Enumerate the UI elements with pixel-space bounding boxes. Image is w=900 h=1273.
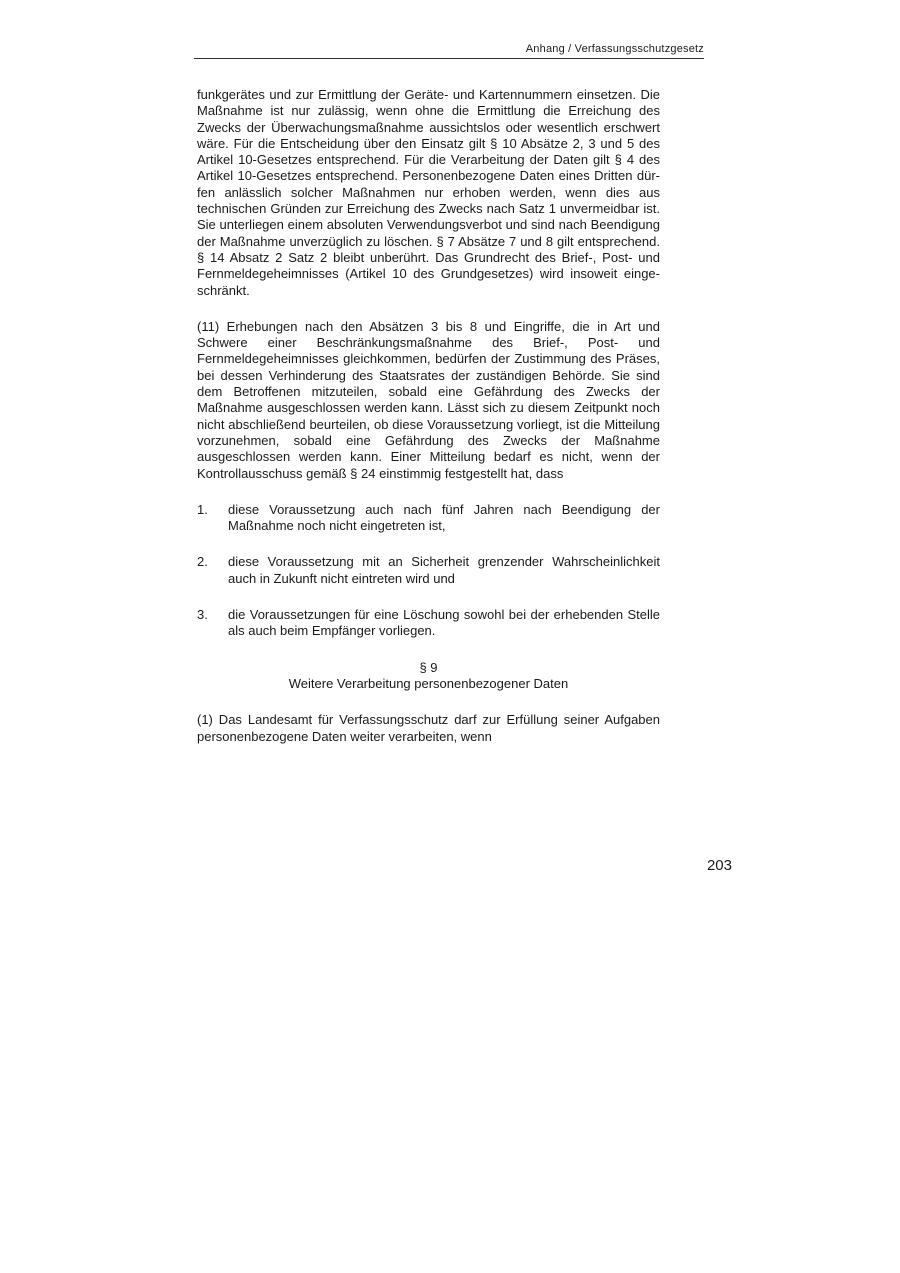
section-number: § 9: [419, 659, 438, 675]
paragraph-11: (11) Erhebungen nach den Absätzen 3 bis 8 und Eingriffe, die in Art und Schwere einer Beschränkungsmaßnahme des Brief-, Post- und Fernmeldegeheimnisses gleichkommen, bedürfen der Zustimmung des Präses, bei dessen Verhinderung des Staatsrates der zuständigen Behörde. Sie sind dem Betroffenen mitzuteilen, sobald eine Gefährdung des Zwecks der Maßnahme ausgeschlossen werden kann. Lässt sich zu diesem Zeitpunkt noch nicht abschließend beurteilen, ob diese Voraussetzung vorliegt, ist die Mitteilung vorzunehmen, sobald eine Gefährdung des Zwecks der Maßnahme ausgeschlossen werden kann. Einer Mitteilung bedarf es nicht, wenn der Kontrollausschuss gemäß § 24 einstimmig festgestellt hat, dass: [197, 318, 660, 481]
running-title: Anhang / Verfassungsschutzgesetz: [525, 43, 704, 55]
list-item: [197, 607, 660, 640]
section-title: Weitere Verarbeitung personenbezogener Daten: [288, 675, 569, 691]
list-item-number: 3.: [197, 607, 208, 623]
list-item: [197, 554, 660, 587]
list-item: [197, 502, 660, 535]
section-heading: [197, 660, 660, 693]
list-item-number: 1.: [197, 501, 208, 517]
list-item-number: 2.: [197, 554, 208, 570]
list-item-text: die Voraussetzungen für eine Löschung sowohl bei der erhebenden Stelle als auch beim Empfänger vorliegen.: [228, 607, 660, 639]
page-body: [197, 87, 660, 745]
conditions-list: [197, 502, 660, 640]
paragraph-continuation: funkgerätes und zur Ermittlung der Geräte- und Kartennummern einsetzen. Die Maßnahme ist nur zulässig, wenn ohne die Ermittlung die Erreichung des Zwecks der Überwachungsmaßnahme aussichtslos oder wesentlich erschwert wäre. Für die Entscheidung über den Einsatz gilt § 10 Absätze 2, 3 und 5 des Artikel 10-Gesetzes entsprechend. Für die Verarbeitung der Daten gilt § 4 des Artikel 10-Gesetzes entsprechend. Personenbezogene Daten eines Dritten dürfen anlässlich solcher Maßnahmen nur erhoben werden, wenn dies aus technischen Gründen zur Erreichung des Zwecks nach Satz 1 unvermeidbar ist. Sie unterliegen einem absoluten Verwendungsverbot und sind nach Beendigung der Maßnahme unverzüglich zu löschen. § 7 Absätze 7 und 8 gilt entsprechend. § 14 Absatz 2 Satz 2 bleibt unberührt. Das Grundrecht des Brief-, Post- und Fernmeldegeheimnisses (Artikel 10 des Grundgesetzes) wird insoweit eingeschränkt.: [197, 87, 660, 298]
paragraph-s9-1: (1) Das Landesamt für Verfassungsschutz darf zur Erfüllung seiner Aufgaben personenbezogene Daten weiter verarbeiten, wenn: [197, 712, 660, 744]
page-number: 203: [706, 857, 732, 874]
list-item-text: diese Voraussetzung auch nach fünf Jahren nach Beendigung der Maßnahme noch nicht eingetreten ist,: [228, 501, 660, 534]
list-item-text: diese Voraussetzung mit an Sicherheit grenzender Wahrscheinlichkeit auch in Zukunft nicht eintreten wird und: [228, 554, 660, 586]
running-header: [194, 42, 704, 59]
